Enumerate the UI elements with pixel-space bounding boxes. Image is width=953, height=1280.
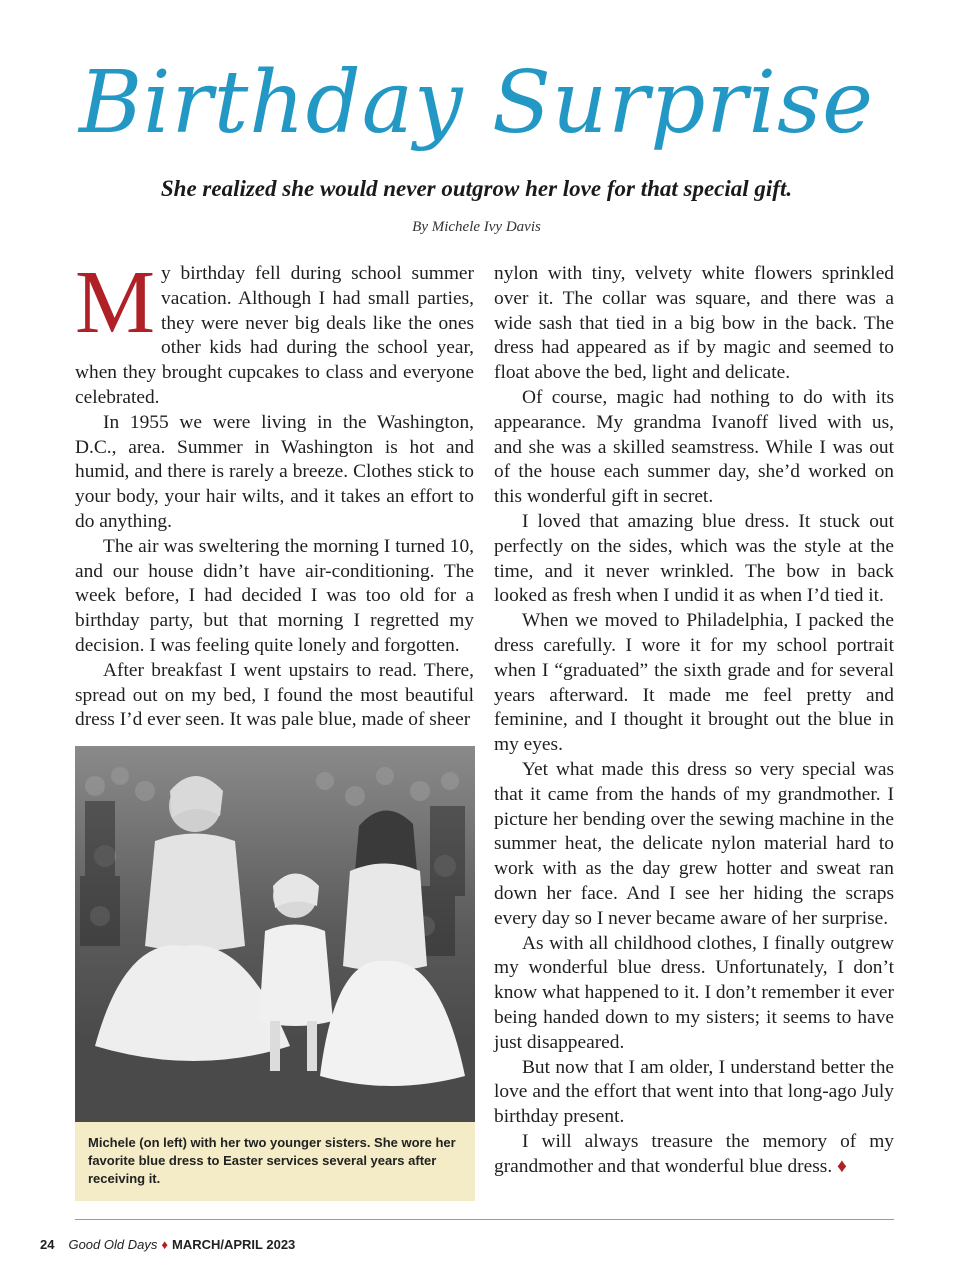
right-column <box>494 262 894 1179</box>
page-footer <box>40 1235 295 1255</box>
article-byline: By Michele Ivy Davis <box>412 219 541 235</box>
left-column <box>75 253 474 733</box>
photo-panel <box>75 746 475 1201</box>
page-number: 24 <box>40 1237 55 1252</box>
magazine-name: Good Old Days <box>68 1237 158 1252</box>
body-paragraph: I loved that amazing blue dress. It stuck out perfectly on the sides, which was the style at the time, and it never wrinkled. The bow in back looked as fresh when I undid it as when I’d tied it. <box>494 510 894 607</box>
end-mark-icon: ♦ <box>837 1155 847 1177</box>
last-paragraph-text: I will always treasure the memory of my grandmother and that wonderful blue dress. <box>494 1130 894 1177</box>
body-paragraph: Of course, magic had nothing to do with its appearance. My grandma Ivanoff lived with us, and she was a skilled seamstress. While I was out of the house each summer day, she’d worked on this wonderful gift in secret. <box>494 386 894 508</box>
continued-paragraph: nylon with tiny, velvety white flowers sprinkled over it. The collar was square, and there was a wide sash that tied in a big bow in the back. The dress had appeared as if by magic and seemed to float above the bed, light and delicate. <box>494 263 894 384</box>
footer-divider <box>75 1219 894 1220</box>
article-title: Birthday Surprise <box>78 53 875 153</box>
body-paragraph: When we moved to Philadelphia, I packed the dress carefully. I wore it for my school portrait when I “graduated” the sixth grade and for several years afterward. It made me feel pretty and feminine, and I thought it brought out the blue in my eyes. <box>494 610 894 756</box>
article-subtitle: She realized she would never outgrow her love for that special gift. <box>160 176 793 201</box>
body-paragraph: Yet what made this dress so very special was that it came from the hands of my grandmother. I picture her bending over the sewing machine in the summer heat, the delicate nylon material hard to work with as the day grew hotter and sweat ran down her face. And I see her hiding the scraps every day so I never became aware of her surprise. <box>494 758 894 929</box>
footer-separator: ♦ <box>161 1237 168 1252</box>
body-paragraph: As with all childhood clothes, I finally outgrew my wonderful blue dress. Unfortunately, I don’t know what happened to it. I don’t remember it ever being handed down to my sisters; it seems to have just disappeared. <box>494 932 894 1053</box>
issue-date: MARCH/APRIL 2023 <box>171 1237 296 1252</box>
family-photo <box>75 746 475 1122</box>
photo-caption: Michele (on left) with her two younger sisters. She wore her favorite blue dress to Easter services several years after receiving it. <box>88 1135 456 1186</box>
photo-illustration <box>75 746 475 1122</box>
last-paragraph <box>494 1130 894 1180</box>
body-paragraph: But now that I am older, I understand better the love and the effort that went into that long-ago July birthday present. <box>494 1056 894 1128</box>
body-paragraph: In 1955 we were living in the Washington, D.C., area. Summer in Washington is hot and humid, and there is rarely a breeze. Clothes stick to your body, your hair wilts, and it takes an effort to do anything. <box>75 411 474 532</box>
body-paragraph: The air was sweltering the morning I turned 10, and our house didn’t have air-conditioning. The week before, I had decided I was too old for a birthday party, but that morning I regretted my decision. I was feeling quite lonely and forgotten. <box>75 535 474 656</box>
first-paragraph <box>75 253 474 411</box>
first-paragraph-text: y birthday fell during school summer vacation. Although I had small parties, they were never big deals like the ones other kids had during the school year, when they brought cupcakes to class and everyone celebrated. <box>75 263 474 408</box>
body-paragraph: After breakfast I went upstairs to read. There, spread out on my bed, I found the most beautiful dress I’d ever seen. It was pale blue, made of sheer <box>75 659 474 731</box>
drop-cap: M <box>75 253 156 352</box>
